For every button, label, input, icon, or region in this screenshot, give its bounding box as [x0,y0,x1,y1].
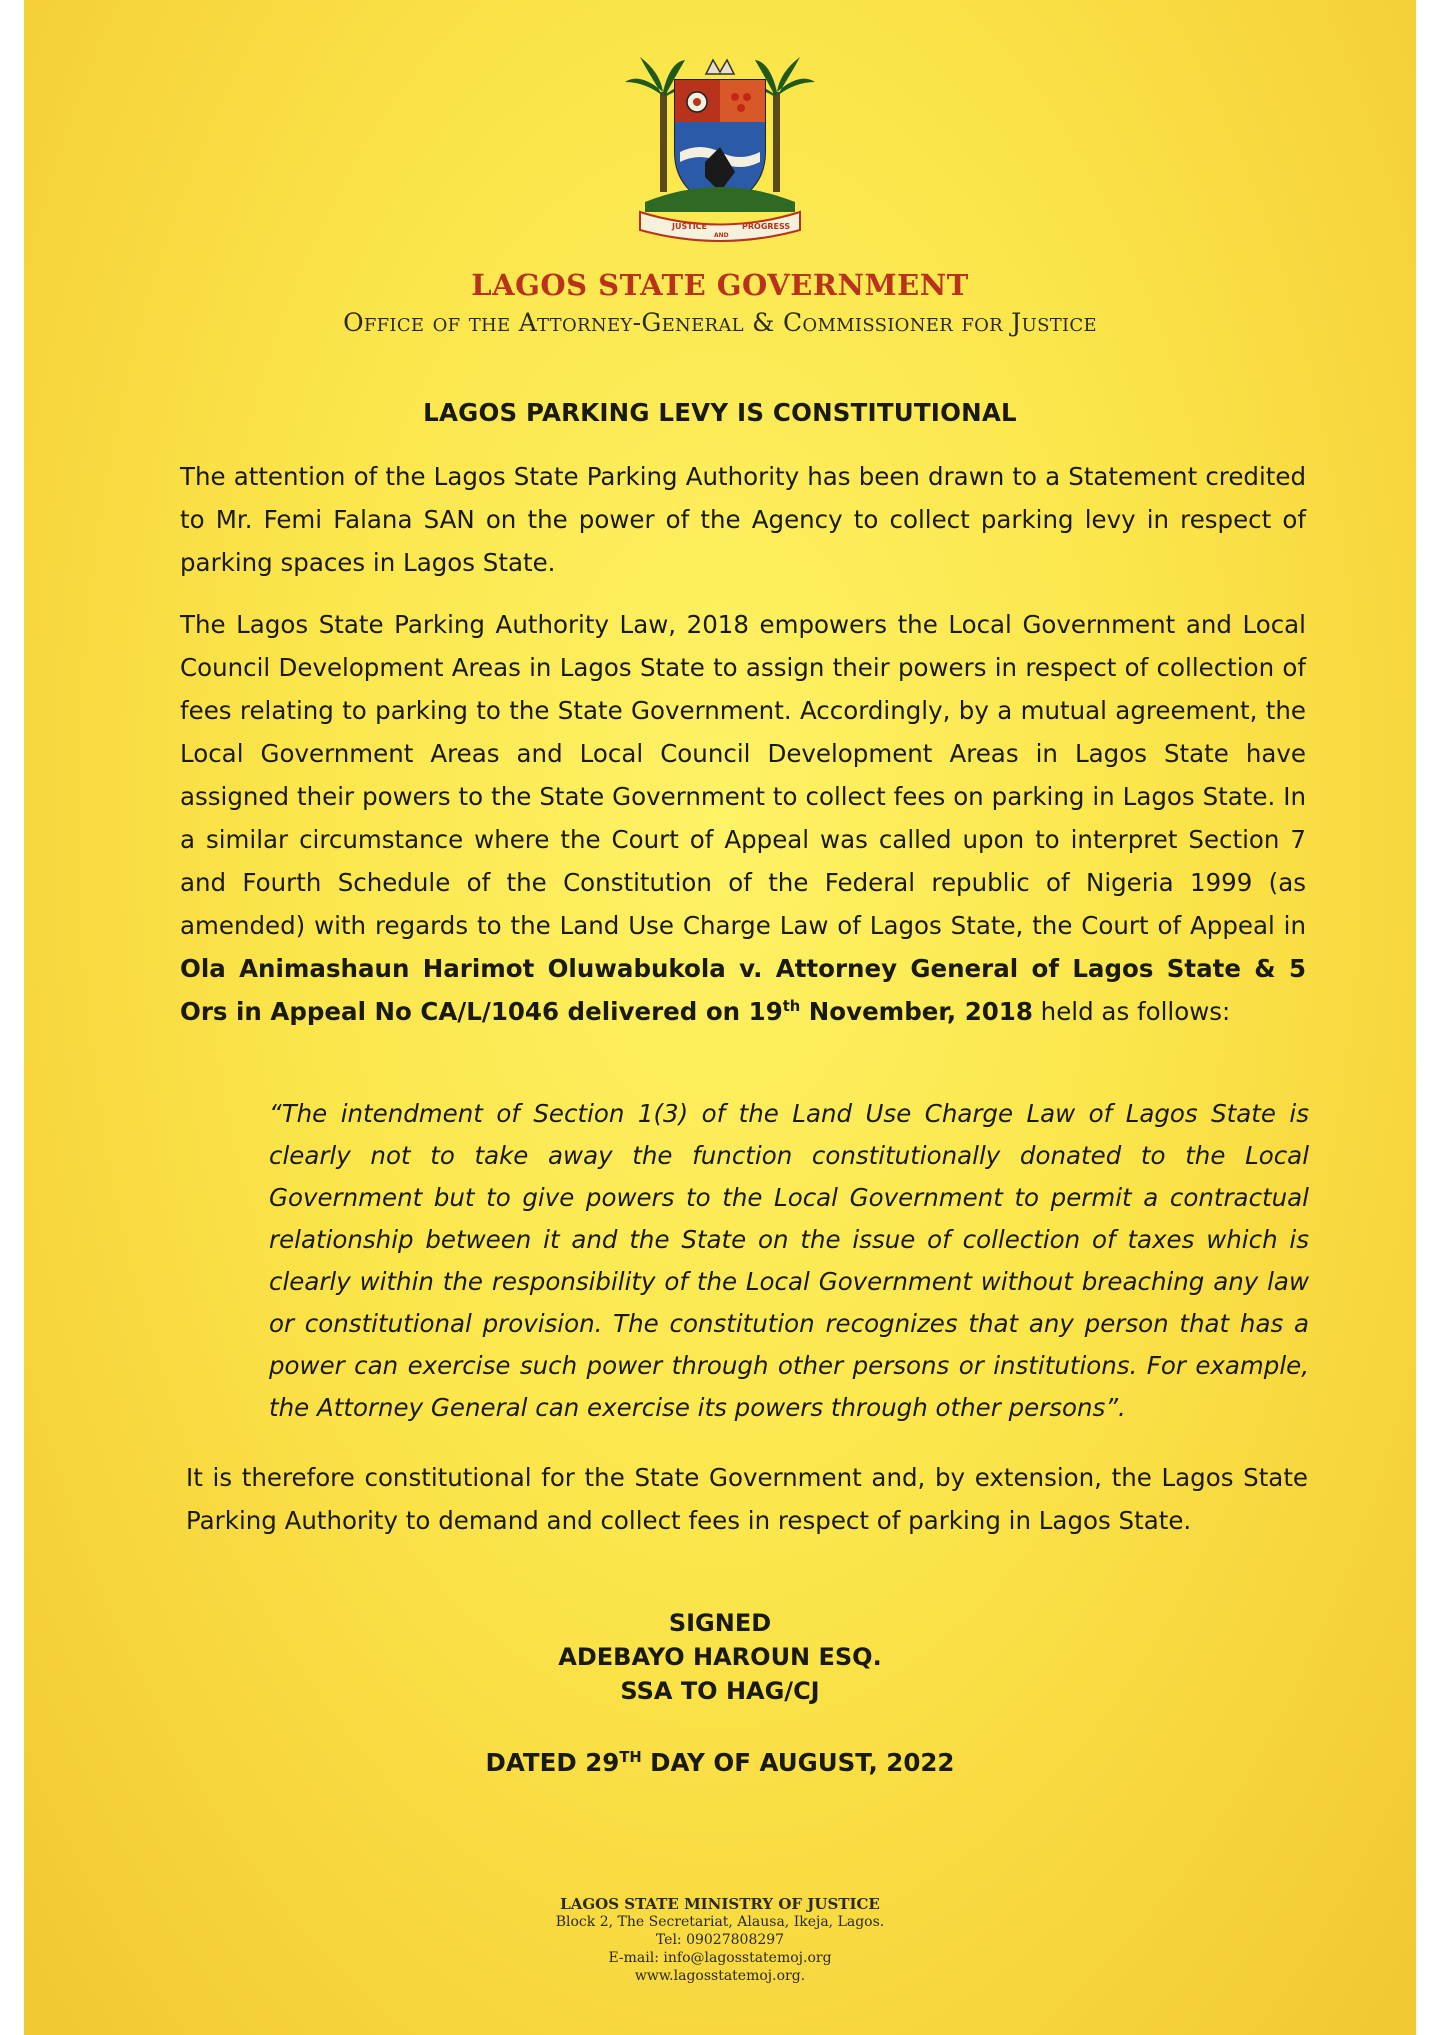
footer-title: LAGOS STATE MINISTRY OF JUSTICE [560,1895,880,1913]
paragraph-2-text: The Lagos State Parking Authority Law, 2018 empowers the Local Government and Local Council Development Areas in Lagos State to assign their powers in respect of collection of fees relating to parking to the State Government. Accordingly, by a mutual agreement, the Local Government Areas and Local Council Development Areas in Lagos State have assigned their powers to the State Government to collect fees on parking in Lagos State. In a similar circumstance where the Court of Appeal was called upon to interpret Section 7 and Fourth Schedule of the Constitution of the Federal republic of Nigeria 1999 (as amended) with regards to the Land Use Charge Law of Lagos State, the Court of Appeal in [180,610,1306,940]
date-sup: TH [619,1748,642,1766]
signed-label: SIGNED [668,1609,772,1637]
signatory-name: ADEBAYO HAROUN ESQ. [558,1643,882,1671]
lagos-state-crest-icon [620,52,820,252]
office-title: Office of the Attorney-General & Commissioner for Justice [343,308,1097,337]
paragraph-3: It is therefore constitutional for the State Government and, by extension, the Lagos State Parking Authority to demand and collect fees in respect of parking in Lagos State. [186,1463,1308,1535]
footer-address: Block 2, The Secretariat, Alausa, Ikeja, Lagos. [555,1914,885,1930]
case-citation-date: November, 2018 [800,997,1033,1026]
paragraph-2-end: held as follows: [1032,997,1231,1026]
document-page [24,0,1416,2035]
paragraph-2 [180,603,1306,1033]
signatory-role: SSA TO HAG/CJ [620,1677,820,1705]
case-citation-sup: th [782,997,801,1015]
date-suffix: DAY OF AUGUST, 2022 [641,1748,955,1777]
crest-motto-left: JUSTICE [672,222,708,231]
paragraph-1: The attention of the Lagos State Parking Authority has been drawn to a Statement credited to Mr. Femi Falana SAN on the power of the Agency to collect parking levy in respect of parking spaces in Lagos State. [180,462,1306,577]
case-citation-text: Ola Animashaun Harimot Oluwabukola v. Attorney General of Lagos State & 5 Ors in Appeal No CA/L/1046 delivered on 19 [180,954,1306,1026]
government-title: LAGOS STATE GOVERNMENT [471,268,969,302]
footer [24,1895,1416,1985]
footer-email[interactable]: E-mail: info@lagosstatemoj.org [608,1950,832,1966]
crest-motto-right: PROGRESS [742,222,791,231]
crest-motto-center: AND [714,232,729,239]
date-line [24,1748,1416,1777]
court-quote: “The intendment of Section 1(3) of the Land Use Charge Law of Lagos State is clearly not to take away the function constitutionally donated to the Local Government but to give powers to the Local Government to permit a contractual relationship between it and the State on the issue of collection of taxes which is clearly within the responsibility of the Local Government without breaching any law or constitutional provision. The constitution recognizes that any person that has a power can exercise such power through other persons or institutions. For example, the Attorney General can exercise its powers through other persons”. [269,1099,1309,1422]
date-prefix: DATED 29 [485,1748,620,1777]
footer-tel: Tel: 09027808297 [655,1932,785,1948]
document-title: LAGOS PARKING LEVY IS CONSTITUTIONAL [423,398,1017,427]
footer-website[interactable]: www.lagosstatemoj.org. [634,1968,806,1984]
